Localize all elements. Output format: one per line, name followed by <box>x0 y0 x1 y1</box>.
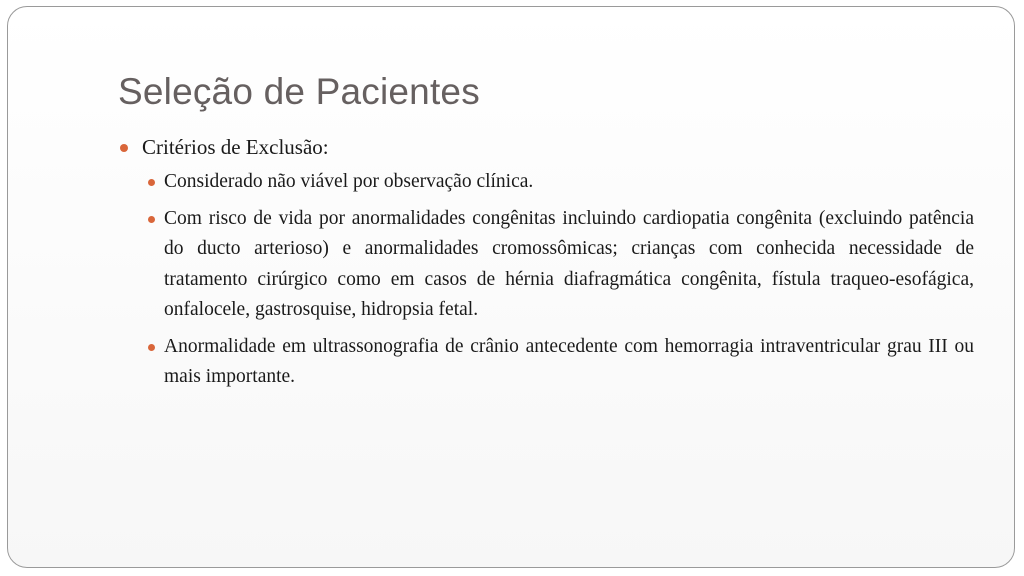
slide-content <box>118 131 974 399</box>
bullet-dot-icon <box>120 144 128 152</box>
sub-bullet-item <box>164 204 974 326</box>
sub-bullet-text: Anormalidade em ultrassonografia de crânio antecedente com hemorragia intraventricular grau III ou mais importante. <box>164 335 974 387</box>
bullet-label: Critérios de Exclusão: <box>142 135 329 159</box>
bullet-dot-icon <box>148 179 155 186</box>
slide-title: Seleção de Pacientes <box>118 71 480 112</box>
sub-bullet-text: Considerado não viável por observação clínica. <box>164 171 534 192</box>
bullet-dot-icon <box>148 344 155 351</box>
sub-bullet-item <box>164 167 974 198</box>
bullet-dot-icon <box>148 216 155 223</box>
sub-bullet-text: Com risco de vida por anormalidades congênitas incluindo cardiopatia congênita (excluindo patência do ducto arterioso) e anormalidades cromossômicas; crianças com conhecida necessidade de tratamento cirúrgico como em casos de hérnia diafragmática congênita, fístula traqueo-esofágica, onfalocele, gastrosquise, hidropsia fetal. <box>164 207 974 320</box>
sub-bullet-list <box>118 167 974 393</box>
slide-frame <box>7 6 1015 568</box>
sub-bullet-item <box>164 332 974 393</box>
bullet-exclusion-criteria <box>118 131 974 163</box>
